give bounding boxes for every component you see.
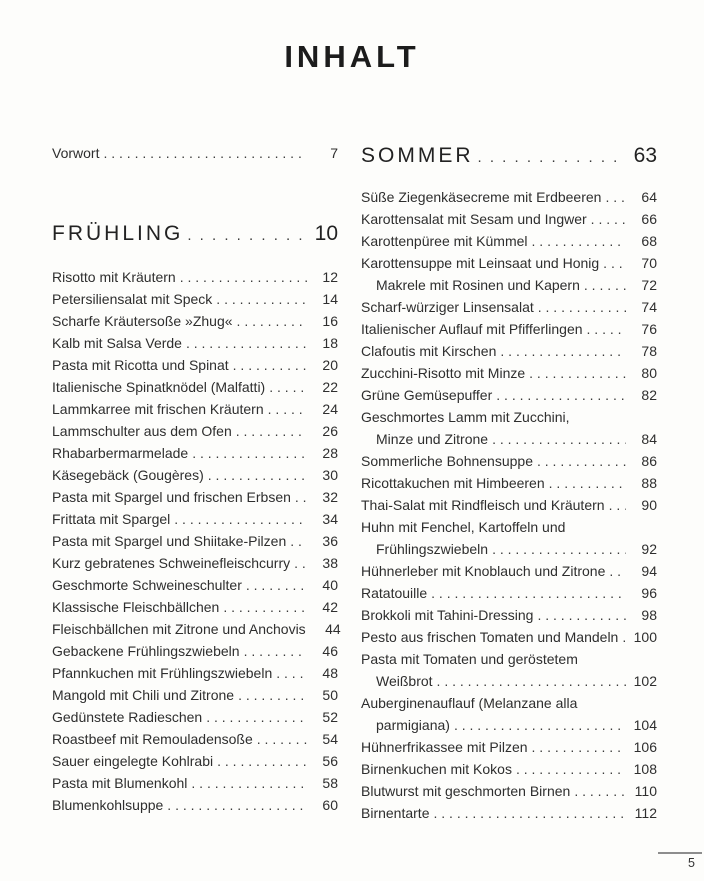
entry-page-number: 46 xyxy=(322,643,338,659)
entry-page-number: 100 xyxy=(633,629,657,645)
entry-label: Geschmortes Lamm mit Zucchini, xyxy=(361,409,570,425)
toc-entry-row xyxy=(361,560,657,582)
entry-page-number: 24 xyxy=(322,401,338,417)
dot-leader xyxy=(532,736,626,758)
toc-entry-row xyxy=(361,208,657,230)
entry-page-number: 26 xyxy=(322,423,338,439)
dot-leader xyxy=(290,530,307,552)
dot-leader xyxy=(537,604,626,626)
folio-page-number: 5 xyxy=(688,856,695,870)
entry-page-number: 54 xyxy=(322,731,338,747)
toc-entry-row xyxy=(361,648,657,670)
toc-entry-row xyxy=(361,406,657,428)
entry-label: Pesto aus frischen Tomaten und Mandeln xyxy=(361,629,619,645)
entry-page-number: 96 xyxy=(641,585,657,601)
toc-entry-row xyxy=(361,582,657,604)
entry-label: Italienischer Auflauf mit Pfifferlingen xyxy=(361,321,583,337)
entry-page-number: 110 xyxy=(634,783,657,799)
dot-leader xyxy=(492,538,626,560)
toc-entry-row xyxy=(361,802,657,824)
entry-page-number: 104 xyxy=(633,717,657,733)
entry-page-number: 36 xyxy=(322,533,338,549)
toc-entry-row xyxy=(52,420,338,442)
dot-leader xyxy=(532,230,626,252)
entry-page-number: 22 xyxy=(322,379,338,395)
toc-entry-row xyxy=(361,758,657,780)
entry-page-number: 58 xyxy=(322,775,338,791)
entry-page-number: 84 xyxy=(641,431,657,447)
entry-label: Zucchini-Risotto mit Minze xyxy=(361,365,526,381)
entry-page-number: 28 xyxy=(322,445,338,461)
toc-entry-row xyxy=(52,618,341,640)
toc-entry-row xyxy=(52,288,338,310)
entry-page-number: 10 xyxy=(314,222,338,245)
dot-leader xyxy=(478,142,627,172)
entry-page-number: 32 xyxy=(322,489,338,505)
dot-leader xyxy=(537,450,626,472)
entry-label: Karottensuppe mit Leinsaat und Honig xyxy=(361,255,600,271)
toc-entry-row xyxy=(361,252,657,274)
entry-page-number: 70 xyxy=(641,255,657,271)
dot-leader xyxy=(233,354,307,376)
entry-page-number: 56 xyxy=(322,753,338,769)
toc-entry-row xyxy=(361,362,657,384)
entry-page-number: 12 xyxy=(322,269,338,285)
entry-label: parmigiana) xyxy=(376,717,450,733)
dot-leader xyxy=(174,508,307,530)
toc-entry-list xyxy=(52,266,341,816)
toc-entry-row xyxy=(52,354,338,376)
entry-label: Ricottakuchen mit Himbeeren xyxy=(361,475,545,491)
toc-entry-row xyxy=(361,472,657,494)
entry-page-number: 63 xyxy=(633,144,657,167)
entry-page-number: 90 xyxy=(641,497,657,513)
entry-label: Brokkoli mit Tahini-Dressing xyxy=(361,607,534,623)
toc-entry-row xyxy=(361,274,657,296)
entry-page-number: 42 xyxy=(322,599,338,615)
dot-leader xyxy=(246,574,307,596)
entry-page-number: 94 xyxy=(641,563,657,579)
entry-page-number: 102 xyxy=(633,673,657,689)
entry-label: Mangold mit Chili und Zitrone xyxy=(52,687,235,703)
dot-leader xyxy=(529,362,626,384)
toc-entry-row xyxy=(52,552,338,574)
entry-page-number: 20 xyxy=(322,357,338,373)
dot-leader xyxy=(609,560,626,582)
dot-leader xyxy=(103,142,307,164)
section-heading-row xyxy=(361,142,657,172)
entry-page-number: 78 xyxy=(641,343,657,359)
entry-label: Pasta mit Tomaten und geröstetem xyxy=(361,651,578,667)
entry-label: Klassische Fleischbällchen xyxy=(52,599,220,615)
entry-label: Thai-Salat mit Rindfleisch und Kräutern xyxy=(361,497,605,513)
dot-leader xyxy=(217,750,307,772)
dot-leader xyxy=(609,494,626,516)
entry-page-number: 30 xyxy=(322,467,338,483)
dot-leader xyxy=(431,582,626,604)
toc-entry-row xyxy=(361,714,657,736)
entry-label: Pfannkuchen mit Frühlingszwiebeln xyxy=(52,665,273,681)
toc-entry-row xyxy=(361,780,657,802)
entry-label: Kurz gebratenes Schweinefleischcurry xyxy=(52,555,291,571)
entry-page-number: 108 xyxy=(633,761,657,777)
toc-entry-row xyxy=(52,640,338,662)
entry-label: Gebackene Frühlingszwiebeln xyxy=(52,643,240,659)
section-heading-label: FRÜHLING xyxy=(52,222,184,245)
toc-entry-row xyxy=(52,794,338,816)
toc-entry-row xyxy=(52,596,338,618)
entry-label: Weißbrot xyxy=(376,673,433,689)
entry-label: Sauer eingelegte Kohlrabi xyxy=(52,753,214,769)
entry-label: Kalb mit Salsa Verde xyxy=(52,335,182,351)
dot-leader xyxy=(167,794,307,816)
toc-entry-row xyxy=(361,692,657,714)
entry-page-number: 64 xyxy=(641,189,657,205)
entry-page-number: 92 xyxy=(641,541,657,557)
entry-label: Scharf-würziger Linsensalat xyxy=(361,299,534,315)
dot-leader xyxy=(192,442,307,464)
entry-label: Vorwort xyxy=(52,145,100,161)
entry-page-number: 82 xyxy=(641,387,657,403)
section-heading-label: SOMMER xyxy=(361,144,474,167)
page-title: INHALT xyxy=(284,39,420,74)
entry-label: Petersiliensalat mit Speck xyxy=(52,291,213,307)
entry-label: Roastbeef mit Remouladensoße xyxy=(52,731,253,747)
entry-page-number: 34 xyxy=(322,511,338,527)
dot-leader xyxy=(244,640,307,662)
toc-entry-row xyxy=(52,728,338,750)
toc-entry-row xyxy=(52,530,338,552)
dot-leader xyxy=(622,626,626,648)
entry-label: Italienische Spinatknödel (Malfatti) xyxy=(52,379,266,395)
toc-entry-row xyxy=(361,318,657,340)
toc-entry-row xyxy=(52,574,338,596)
toc-entry-row xyxy=(361,736,657,758)
entry-label: Lammkarree mit frischen Kräutern xyxy=(52,401,264,417)
entry-page-number: 76 xyxy=(641,321,657,337)
dot-leader xyxy=(238,684,307,706)
entry-page-number: 52 xyxy=(322,709,338,725)
dot-leader xyxy=(516,758,626,780)
entry-label: Geschmorte Schweineschulter xyxy=(52,577,242,593)
dot-leader xyxy=(187,220,307,250)
toc-entry-row xyxy=(361,494,657,516)
dot-leader xyxy=(549,472,626,494)
entry-page-number: 48 xyxy=(322,665,338,681)
entry-label: Fleischbällchen mit Zitrone und Anchovis xyxy=(52,621,306,637)
entry-label: Süße Ziegenkäsecreme mit Erdbeeren xyxy=(361,189,602,205)
toc-entry-row xyxy=(361,516,657,538)
entry-label: Clafoutis mit Kirschen xyxy=(361,343,497,359)
entry-label: Minze und Zitrone xyxy=(376,431,489,447)
dot-leader xyxy=(574,780,626,802)
entry-label: Birnentarte xyxy=(361,805,430,821)
dot-leader xyxy=(294,552,307,574)
entry-page-number: 7 xyxy=(330,145,338,161)
entry-label: Pasta mit Blumenkohl xyxy=(52,775,188,791)
dot-leader xyxy=(433,802,626,824)
dot-leader xyxy=(236,420,307,442)
entry-label: Lammschulter aus dem Ofen xyxy=(52,423,232,439)
dot-leader xyxy=(216,288,307,310)
toc-entry-row xyxy=(361,604,657,626)
dot-leader xyxy=(186,332,307,354)
entry-page-number: 66 xyxy=(641,211,657,227)
dot-leader xyxy=(591,208,626,230)
entry-page-number: 80 xyxy=(641,365,657,381)
toc-entry-row xyxy=(52,772,338,794)
dot-leader xyxy=(276,662,307,684)
dot-leader xyxy=(454,714,626,736)
toc-entry-list xyxy=(361,186,657,824)
toc-entry-row xyxy=(52,266,338,288)
entry-label: Hühnerfrikassee mit Pilzen xyxy=(361,739,528,755)
dot-leader xyxy=(492,428,626,450)
toc-entry-row xyxy=(52,684,338,706)
toc-entry-row xyxy=(52,332,338,354)
toc-entry-row xyxy=(361,340,657,362)
entry-label: Rhabarbermarmelade xyxy=(52,445,189,461)
entry-page-number: 50 xyxy=(322,687,338,703)
toc-entry-row xyxy=(361,186,657,208)
toc-entry-row xyxy=(52,706,338,728)
entry-page-number: 14 xyxy=(322,291,338,307)
dot-leader xyxy=(237,310,307,332)
entry-label: Blutwurst mit geschmorten Birnen xyxy=(361,783,571,799)
toc-entry-row xyxy=(361,296,657,318)
entry-label: Pasta mit Spargel und frischen Erbsen xyxy=(52,489,291,505)
entry-label: Pasta mit Spargel und Shiitake-Pilzen xyxy=(52,533,287,549)
footer-rule xyxy=(658,852,702,854)
dot-leader xyxy=(587,318,626,340)
dot-leader xyxy=(180,266,307,288)
toc-column-right xyxy=(361,142,657,824)
dot-leader xyxy=(500,340,626,362)
entry-page-number: 38 xyxy=(322,555,338,571)
toc-entry-row xyxy=(361,538,657,560)
entry-page-number: 86 xyxy=(641,453,657,469)
dot-leader xyxy=(191,772,307,794)
toc-entry-row xyxy=(361,626,657,648)
entry-page-number: 16 xyxy=(322,313,338,329)
entry-page-number: 112 xyxy=(634,805,657,821)
toc-entry-row xyxy=(52,750,338,772)
entry-label: Käsegebäck (Gougères) xyxy=(52,467,204,483)
toc-entry-row xyxy=(52,508,338,530)
toc-entry-row xyxy=(361,230,657,252)
dot-leader xyxy=(208,464,307,486)
entry-label: Pasta mit Ricotta und Spinat xyxy=(52,357,229,373)
toc-entry-row xyxy=(52,486,338,508)
entry-page-number: 98 xyxy=(641,607,657,623)
dot-leader xyxy=(538,296,626,318)
dot-leader xyxy=(496,384,626,406)
toc-entry-row xyxy=(52,442,338,464)
entry-label: Sommerliche Bohnensuppe xyxy=(361,453,533,469)
toc-entry-row xyxy=(52,142,338,164)
entry-label: Grüne Gemüsepuffer xyxy=(361,387,493,403)
toc-entry-row xyxy=(52,398,338,420)
entry-label: Frittata mit Spargel xyxy=(52,511,171,527)
entry-page-number: 88 xyxy=(641,475,657,491)
dot-leader xyxy=(603,252,626,274)
entry-label: Auberginenauflauf (Melanzane alla xyxy=(361,695,578,711)
toc-entry-row xyxy=(361,450,657,472)
toc-entry-row xyxy=(52,662,338,684)
entry-page-number: 60 xyxy=(322,797,338,813)
dot-leader xyxy=(269,376,307,398)
entry-label: Huhn mit Fenchel, Kartoffeln und xyxy=(361,519,566,535)
dot-leader xyxy=(257,728,307,750)
page-footer xyxy=(658,852,702,870)
toc-entry-row xyxy=(361,670,657,692)
entry-page-number: 40 xyxy=(322,577,338,593)
entry-label: Hühnerleber mit Knoblauch und Zitrone xyxy=(361,563,606,579)
dot-leader xyxy=(206,706,307,728)
entry-page-number: 106 xyxy=(633,739,657,755)
toc-entry-row xyxy=(361,428,657,450)
entry-label: Karottensalat mit Sesam und Ingwer xyxy=(361,211,587,227)
toc-entry-row xyxy=(52,310,338,332)
entry-label: Birnenkuchen mit Kokos xyxy=(361,761,512,777)
dot-leader xyxy=(437,670,626,692)
toc-entry-row xyxy=(52,464,338,486)
entry-page-number: 44 xyxy=(325,621,341,637)
entry-label: Frühlingszwiebeln xyxy=(376,541,489,557)
entry-label: Karottenpüree mit Kümmel xyxy=(361,233,528,249)
toc-column-left xyxy=(52,142,341,824)
entry-page-number: 18 xyxy=(322,335,338,351)
entry-label: Scharfe Kräutersoße »Zhug« xyxy=(52,313,233,329)
entry-label: Makrele mit Rosinen und Kapern xyxy=(376,277,580,293)
section-heading-row xyxy=(52,220,338,250)
dot-leader xyxy=(223,596,307,618)
entry-page-number: 74 xyxy=(641,299,657,315)
toc-columns xyxy=(52,142,657,824)
dot-leader xyxy=(295,486,307,508)
dot-leader xyxy=(268,398,307,420)
entry-label: Gedünstete Radieschen xyxy=(52,709,203,725)
entry-page-number: 72 xyxy=(641,277,657,293)
entry-label: Risotto mit Kräutern xyxy=(52,269,176,285)
dot-leader xyxy=(584,274,626,296)
toc-entry-row xyxy=(52,376,338,398)
entry-label: Blumenkohlsuppe xyxy=(52,797,164,813)
entry-page-number: 68 xyxy=(641,233,657,249)
entry-label: Ratatouille xyxy=(361,585,428,601)
dot-leader xyxy=(605,186,626,208)
toc-entry-row xyxy=(361,384,657,406)
